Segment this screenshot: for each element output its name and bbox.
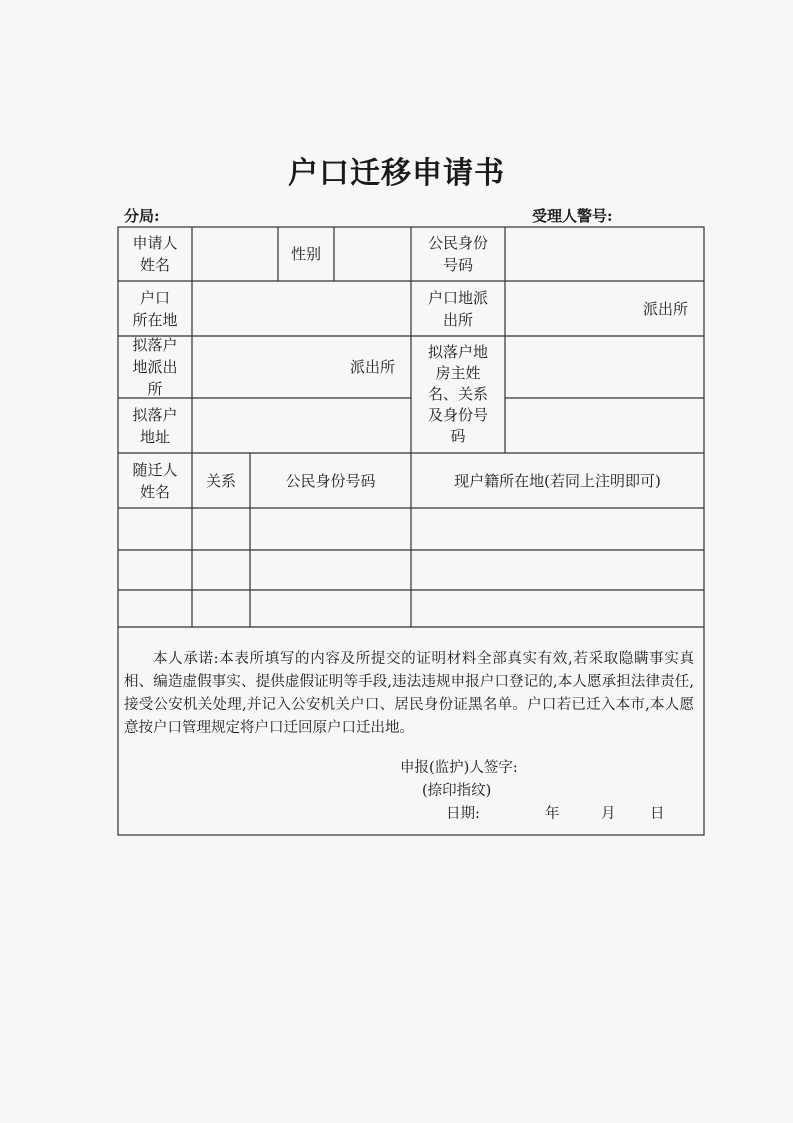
day-label: 日 — [650, 806, 665, 822]
pledge-text: 本人承诺:本表所填写的内容及所提交的证明材料全部真实有效,若采取隐瞒事实真相、编造虚假事实、提供虚假证明等手段,违法违规申报户口登记的,本人愿承担法律责任,接受公安机关处理,并记入公安机关户口、居民身份证黑名单。户口若已迁入本市,本人愿意按户口管理规定将户口迁回原户口迁出地。 — [124, 651, 694, 736]
target-station-field[interactable] — [192, 336, 411, 398]
signature-label: 申报(监护)人签字: — [400, 760, 518, 776]
branch-label: 分局: — [124, 207, 160, 225]
id-number-label: 公民身份 号码 — [427, 234, 488, 274]
companion-row-3[interactable] — [118, 590, 704, 627]
date-label: 日期: — [446, 806, 480, 822]
gender-label: 性别 — [290, 245, 321, 263]
target-station-suffix: 派出所 — [349, 358, 395, 376]
target-station-label: 拟落户 地派出 所 — [132, 336, 178, 398]
owner-info-label: 拟落户地 房主姓 名、关系 及身份号 码 — [427, 343, 488, 445]
officer-id-label: 受理人警号: — [532, 207, 613, 225]
applicant-name-label: 申请人 姓名 — [132, 234, 178, 274]
companion-row-1[interactable] — [118, 508, 704, 550]
relation-header: 关系 — [205, 471, 236, 490]
current-location-header: 现户籍所在地(若同上注明即可) — [454, 471, 661, 490]
owner-name-field[interactable] — [505, 336, 704, 398]
hukou-location-field[interactable] — [192, 281, 411, 336]
companion-name-header: 随迁人 姓名 — [132, 460, 178, 501]
hukou-location-label: 户口 所在地 — [132, 288, 178, 329]
month-label: 月 — [601, 806, 616, 822]
station-suffix: 派出所 — [642, 299, 688, 318]
id-number-field[interactable] — [505, 227, 704, 281]
year-label: 年 — [545, 806, 560, 822]
page-title: 户口迁移申请书 — [288, 156, 505, 191]
companion-id-header: 公民身份号码 — [285, 471, 376, 490]
hukou-station-label: 户口地派 出所 — [427, 288, 488, 329]
owner-id-field[interactable] — [505, 398, 704, 453]
hukou-station-field[interactable] — [505, 281, 704, 336]
companion-row-2[interactable] — [118, 550, 704, 590]
applicant-name-field[interactable] — [192, 227, 278, 281]
fingerprint-label: (捺印指纹) — [422, 783, 492, 799]
gender-field[interactable] — [334, 227, 411, 281]
target-address-field[interactable] — [192, 398, 411, 453]
target-address-label: 拟落户 地址 — [132, 405, 178, 446]
